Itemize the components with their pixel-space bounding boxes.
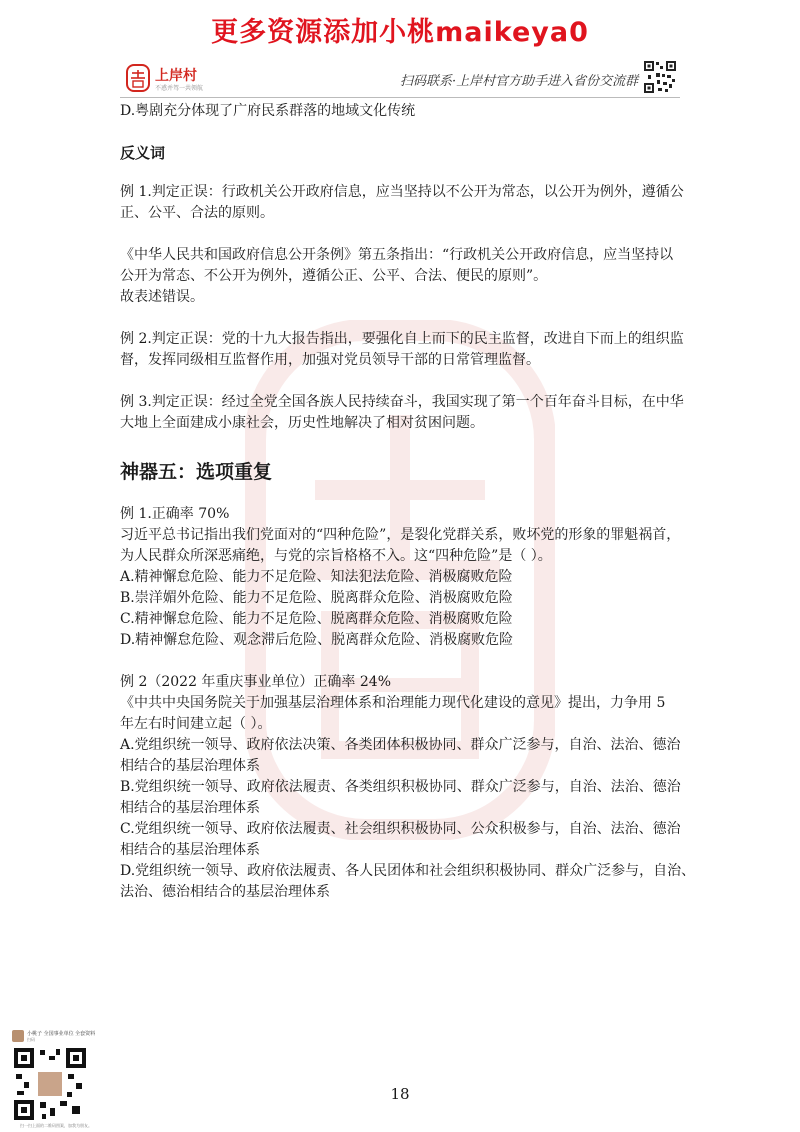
brand-logo [125, 64, 204, 94]
promo-banner: 更多资源添加小桃maikeya0 [211, 17, 589, 48]
text-line: 故表述错误。 [120, 289, 204, 305]
option-c-cont: 相结合的基层治理体系 [120, 842, 260, 858]
option-b-cont: 相结合的基层治理体系 [120, 800, 260, 816]
section-heading-option-repeat: 神器五：选项重复 [120, 461, 273, 483]
text-line: 例 2.判定正误：党的十九大报告指出，要强化自上而下的民主监督，改进自下而上的组织监 [120, 331, 684, 347]
contact-qr-card[interactable] [12, 1030, 96, 1128]
page-content [120, 101, 696, 903]
text-line: 《中华人民共和国政府信息公开条例》第五条指出：“行政机关公开政府信息，应当坚持以 [120, 247, 674, 263]
text-line: 例 3.判定正误：经过全党全国各族人民持续奋斗，我国实现了第一个百年奋斗目标，在中华 [120, 394, 684, 410]
option-a-cont: 相结合的基层治理体系 [120, 758, 260, 774]
contact-name: 小桃子 全国事业单位 全套资料 [27, 1031, 96, 1037]
qr-caption: 扫一扫上面的二维码图案，加我为朋友。 [20, 1123, 92, 1128]
option-c: C.精神懈怠危险、能力不足危险、脱离群众危险、消极腐败危险 [120, 611, 513, 627]
logo-slogan: 不惑并驾一共领航 [155, 85, 204, 92]
option-a: A.党组织统一领导、政府依法决策、各类团体积极协同、群众广泛参与，自治、法治、德治 [120, 737, 681, 753]
question-line: 年左右时间建立起（ ）。 [120, 716, 272, 732]
text-line: 大地上全面建成小康社会，历史性地解决了相对贫困问题。 [120, 415, 484, 431]
option-b: B.崇洋媚外危险、能力不足危险、脱离群众危险、消极腐败危险 [120, 590, 513, 606]
option-d-line: D.粤剧充分体现了广府民系群落的地域文化传统 [120, 103, 416, 119]
option-d: D.精神懈怠危险、观念滞后危险、脱离群众危险、消极腐败危险 [120, 632, 514, 648]
option-a: A.精神懈怠危险、能力不足危险、知法犯法危险、消极腐败危险 [120, 569, 513, 585]
text-line: 督，发挥同级相互监督作用，加强对党员领导干部的日常管理监督。 [120, 352, 540, 368]
logo-wordmark: 上岸村 [155, 68, 197, 84]
text-line: 公开为常态、不公开为例外，遵循公正、公平、合法、便民的原则”。 [120, 268, 548, 284]
question-line: 为人民群众所深恶痛绝，与党的宗旨格格不入。这“四种危险”是（ ）。 [120, 548, 552, 564]
header-divider [120, 97, 680, 98]
option-d-cont: 法治、德治相结合的基层治理体系 [120, 884, 330, 900]
text-line: 例 1.判定正误：行政机关公开政府信息，应当坚持以不公开为常态，以公开为例外，遵循公 [120, 184, 684, 200]
page-number: 18 [390, 1085, 410, 1103]
example-title: 例 2（2022 年重庆事业单位）正确率 24% [120, 674, 392, 690]
section-heading-antonyms: 反义词 [120, 144, 166, 162]
header-tagline: 扫码联系·上岸村官方助手进入省份交流群 [400, 74, 639, 89]
qr-code-icon[interactable] [643, 60, 677, 94]
seal-icon [125, 64, 151, 92]
contact-qr-code-icon [12, 1046, 88, 1122]
question-line: 习近平总书记指出我们党面对的“四种危险”，是裂化党群关系，败坏党的形象的罪魁祸首， [120, 527, 681, 543]
example-title: 例 1.正确率 70% [120, 506, 230, 522]
contact-subtitle: 扫码 [27, 1037, 35, 1042]
option-d: D.党组织统一领导、政府依法履责、各人民团体和社会组织积极协同、群众广泛参与，自治、 [120, 863, 696, 879]
option-c: C.党组织统一领导、政府依法履责、社会组织积极协同、公众积极参与，自治、法治、德治 [120, 821, 681, 837]
avatar [12, 1030, 24, 1042]
text-line: 正、公平、合法的原则。 [120, 205, 274, 221]
option-b: B.党组织统一领导、政府依法履责、各类组织积极协同、群众广泛参与，自治、法治、德治 [120, 779, 681, 795]
question-line: 《中共中央国务院关于加强基层治理体系和治理能力现代化建设的意见》提出，力争用 5 [120, 695, 666, 711]
